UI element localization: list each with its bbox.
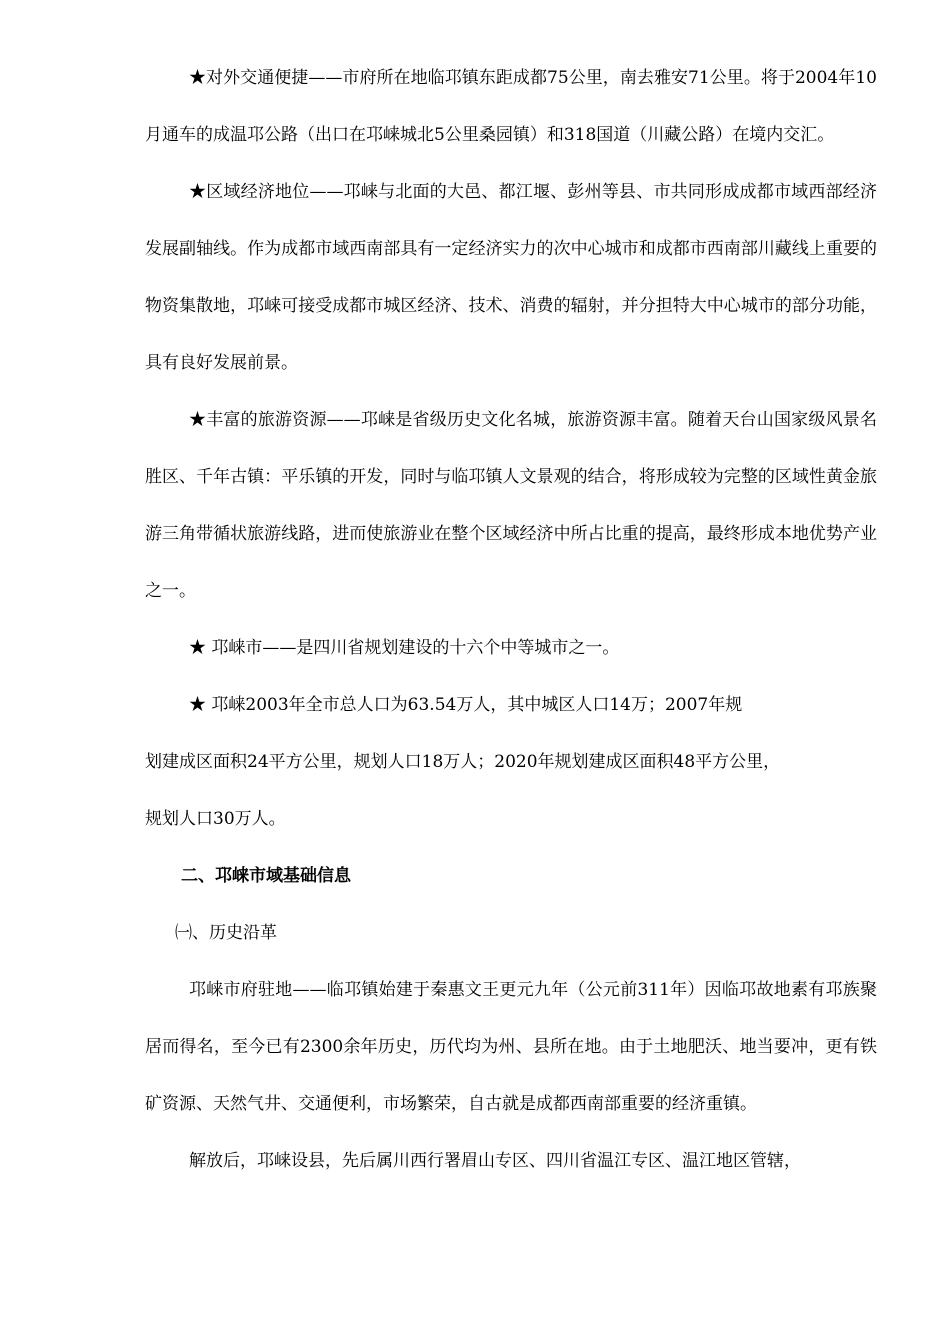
- paragraph-city-status: ★ 邛崃市——是四川省规划建设的十六个中等城市之一。: [189, 638, 620, 658]
- paragraph-tourism: ★丰富的旅游资源——邛崃是省级历史文化名城，旅游资源丰富。随着天台山国家级风景名胜区、千年古镇：平乐镇的开发，同时与临邛镇人文景观的结合，将形成较为完整的区域性黄金旅游三角带循状旅游线路，进而使旅游业在整个区域经济中所占比重的提高，最终形成本地优势产业之一。: [145, 410, 877, 601]
- paragraph-population-line-1: ★ 邛崃2003年全市总人口为63.54万人，其中城区人口14万；2007年规: [189, 695, 743, 715]
- subsection-heading: ㈠、历史沿革: [175, 923, 277, 943]
- document-body: [145, 50, 877, 1190]
- paragraph-post-liberation: 解放后，邛崃设县，先后属川西行署眉山专区、四川省温江专区、温江地区管辖，: [189, 1151, 801, 1171]
- section-heading: 二、邛崃市域基础信息: [181, 866, 351, 886]
- paragraph-economy: ★区域经济地位——邛崃与北面的大邑、都江堰、彭州等县、市共同形成成都市域西部经济发展副轴线。作为成都市域西南部具有一定经济实力的次中心城市和成都市西南部川藏线上重要的物资集散地，邛崃可接受成都市城区经济、技术、消费的辐射，并分担特大中心城市的部分功能，具有良好发展前景。: [145, 182, 877, 373]
- paragraph-transport: ★对外交通便捷——市府所在地临邛镇东距成都75公里，南去雅安71公里。将于2004年10月通车的成温邛公路（出口在邛崃城北5公里桑园镇）和318国道（川藏公路）在境内交汇。: [145, 68, 877, 145]
- paragraph-history: 邛崃市府驻地——临邛镇始建于秦惠文王更元九年（公元前311年）因临邛故地素有邛族聚居而得名，至今已有2300余年历史，历代均为州、县所在地。由于土地肥沃、地当要冲，更有铁矿资源、天然气井、交通便利，市场繁荣，自古就是成都西南部重要的经济重镇。: [145, 980, 877, 1114]
- paragraph-population-line-2: 划建成区面积24平方公里，规划人口18万人；2020年规划建成区面积48平方公里，: [145, 752, 781, 772]
- paragraph-population-line-3: 规划人口30万人。: [145, 809, 286, 829]
